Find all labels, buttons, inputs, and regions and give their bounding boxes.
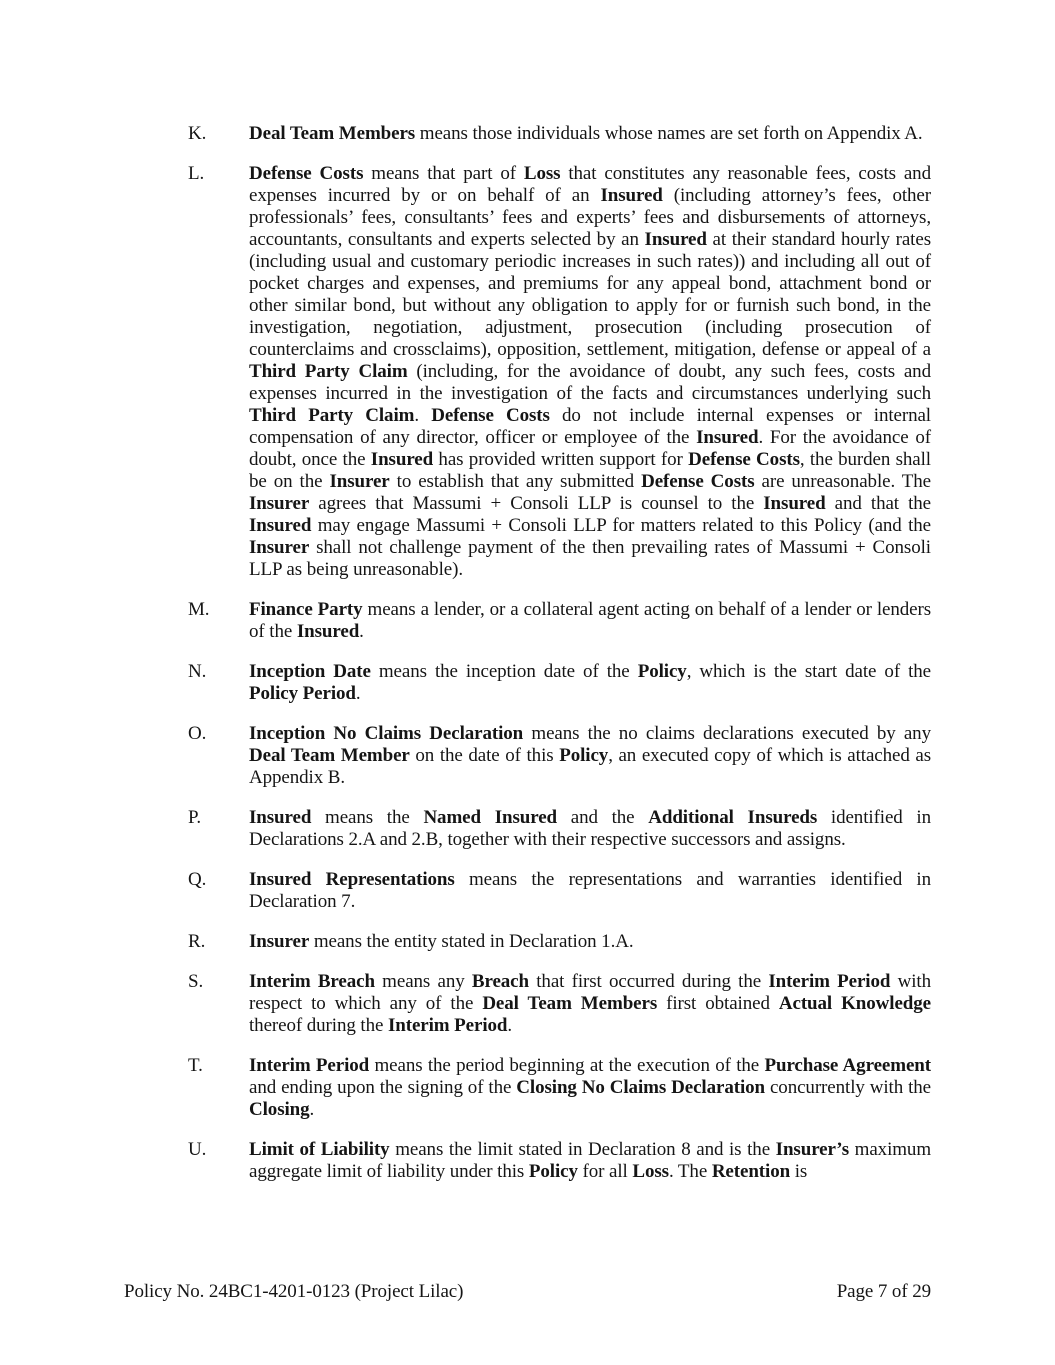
definition-text-segment: . xyxy=(355,683,361,704)
definition-item xyxy=(124,599,931,643)
defined-term: Policy xyxy=(528,1161,578,1182)
definition-text-segment: at their standard hourly rates (including usual and customary periodic increases in such rates)) and including all out of pocket charges and expenses, and premiums for any appeal bond, attachment bond or other similar bond, but without any obligation to apply for or furnish such bond, in the investigation, negotiation, adjustment, prosecution (including prosecution of counterclaims and crossclaims), opposition, settlement, mitigation, defense or appeal of a xyxy=(249,229,931,360)
definition-text-segment: thereof during the xyxy=(249,1015,388,1036)
footer-policy-number: Policy No. 24BC1-4201-0123 (Project Lilac) xyxy=(124,1281,464,1302)
definition-text-segment: . xyxy=(414,405,432,426)
definition-text-segment: . xyxy=(309,1099,315,1120)
defined-term: Closing xyxy=(249,1099,310,1120)
definition-text-segment: means the limit stated in Declaration 8 and is the xyxy=(389,1139,776,1160)
definition-text-segment: . xyxy=(359,621,364,642)
definition-text xyxy=(249,1055,931,1121)
defined-term: Insurer’s xyxy=(775,1139,850,1160)
defined-term: Inception Date xyxy=(249,661,371,682)
definition-item xyxy=(124,807,931,851)
defined-term: Retention xyxy=(711,1161,791,1182)
definition-letter: M. xyxy=(188,599,210,620)
definition-item xyxy=(124,971,931,1037)
definition-text-segment: are unreasonable. The xyxy=(754,471,931,492)
definition-text xyxy=(249,869,931,913)
defined-term: Defense Costs xyxy=(641,471,755,492)
definition-item xyxy=(124,661,931,705)
definition-text-segment: shall not challenge payment of the then prevailing rates of Massumi + Consoli LLP as being unreasonable). xyxy=(249,537,931,580)
definition-text xyxy=(249,123,931,145)
defined-term: Insured xyxy=(763,493,826,514)
defined-term: Insured xyxy=(370,449,434,470)
definition-text-segment: concurrently with the xyxy=(765,1077,931,1098)
definition-item xyxy=(124,163,931,581)
definition-text-segment: and ending upon the signing of the xyxy=(249,1077,517,1098)
definition-letter: S. xyxy=(188,971,204,992)
page-footer xyxy=(124,1281,931,1303)
defined-term: Interim Period xyxy=(387,1015,508,1036)
defined-term: Breach xyxy=(471,971,529,992)
definition-text-segment: first obtained xyxy=(657,993,779,1014)
definition-item xyxy=(124,1055,931,1121)
definition-text-segment: on the date of this xyxy=(409,745,560,766)
defined-term: Interim Period xyxy=(249,1055,370,1076)
definition-item xyxy=(124,723,931,789)
defined-term: Insured xyxy=(296,621,360,642)
definition-text-segment: means the representations and warranties identified in Declaration 7. xyxy=(249,869,931,912)
definition-text xyxy=(249,661,931,705)
definition-item xyxy=(124,1139,931,1183)
definition-text-segment: . For the avoidance of doubt, once the xyxy=(249,427,931,470)
defined-term: Third Party Claim xyxy=(249,405,415,426)
definition-text-segment: to establish that any submitted xyxy=(389,471,642,492)
definition-text-segment: means any xyxy=(374,971,472,992)
definition-letter: L. xyxy=(188,163,205,184)
defined-term: Policy xyxy=(637,661,687,682)
defined-term: Inception No Claims Declaration xyxy=(249,723,524,744)
definition-item xyxy=(124,869,931,913)
definition-text-segment: with respect to which any of the xyxy=(249,971,931,1014)
definition-text-segment: and the xyxy=(557,807,649,828)
definition-letter: R. xyxy=(188,931,206,952)
defined-term: Third Party Claim xyxy=(249,361,408,382)
definition-text-segment: agrees that Massumi + Consoli LLP is counsel to the xyxy=(309,493,764,514)
defined-term: Loss xyxy=(632,1161,669,1182)
definition-letter: Q. xyxy=(188,869,207,890)
defined-term: Insurer xyxy=(329,471,390,492)
defined-term: Policy xyxy=(559,745,609,766)
defined-term: Insurer xyxy=(249,537,310,558)
definition-text-segment: means a lender, or a collateral agent acting on behalf of a lender or lenders of the xyxy=(249,599,931,642)
definition-text-segment: that constitutes any reasonable fees, costs and expenses incurred by or on behalf of an xyxy=(249,163,931,206)
definition-text-segment: , the burden shall be on the xyxy=(249,449,931,492)
defined-term: Loss xyxy=(523,163,561,184)
defined-term: Insured Representations xyxy=(249,869,455,890)
definition-text xyxy=(249,163,931,581)
defined-term: Actual Knowledge xyxy=(778,993,931,1014)
definition-text-segment: has provided written support for xyxy=(433,449,689,470)
definition-text-segment: for all xyxy=(577,1161,633,1182)
definition-text-segment: that first occurred during the xyxy=(528,971,769,992)
definition-letter: P. xyxy=(188,807,202,828)
definition-letter: O. xyxy=(188,723,207,744)
definition-letter: T. xyxy=(188,1055,203,1076)
defined-term: Closing No Claims Declaration xyxy=(516,1077,765,1098)
definition-text-segment: identified in Declarations 2.A and 2.B, together with their respective successors and assigns. xyxy=(249,807,932,850)
defined-term: Deal Team Members xyxy=(482,993,658,1014)
defined-term: Insured xyxy=(644,229,707,250)
definition-text-segment: means that part of xyxy=(363,163,524,184)
definition-text-segment: (including attorney’s fees, other professionals’ fees, consultants’ fees and experts’ fees and disbursements of attorneys, accountants, consultants and experts selected by an xyxy=(249,185,931,250)
definition-text xyxy=(249,931,931,953)
defined-term: Insured xyxy=(249,807,312,828)
defined-term: Deal Team Member xyxy=(249,745,410,766)
defined-term: Finance Party xyxy=(249,599,363,620)
definition-item xyxy=(124,123,931,145)
defined-term: Defense Costs xyxy=(688,449,800,470)
defined-term: Insured xyxy=(696,427,759,448)
defined-term: Insured xyxy=(600,185,663,206)
definition-text xyxy=(249,723,931,789)
definition-letter: K. xyxy=(188,123,207,144)
defined-term: Interim Breach xyxy=(249,971,375,992)
definition-text xyxy=(249,807,931,851)
defined-term: Defense Costs xyxy=(249,163,364,184)
definition-text-segment: means the inception date of the xyxy=(370,661,638,682)
definition-text xyxy=(249,599,931,643)
definition-text-segment: . The xyxy=(668,1161,712,1182)
defined-term: Insured xyxy=(249,515,312,536)
definition-text-segment: means the xyxy=(311,807,424,828)
defined-term: Additional Insureds xyxy=(648,807,818,828)
definition-letter: U. xyxy=(188,1139,207,1160)
footer-page-number: Page 7 of 29 xyxy=(836,1281,931,1302)
definition-text-segment: . xyxy=(507,1015,513,1036)
definition-text-segment: maximum aggregate limit of liability under this xyxy=(249,1139,932,1182)
definition-text xyxy=(249,1139,931,1183)
defined-term: Insurer xyxy=(249,493,310,514)
definition-text-segment: , which is the start date of the xyxy=(686,661,932,682)
defined-term: Interim Period xyxy=(768,971,891,992)
defined-term: Deal Team Members xyxy=(249,123,416,144)
defined-term: Named Insured xyxy=(423,807,558,828)
definition-text-segment: (including, for the avoidance of doubt, any such fees, costs and expenses incurred in the investigation of the facts and circumstances underlying such xyxy=(249,361,931,404)
defined-term: Purchase Agreement xyxy=(764,1055,931,1076)
definitions-list xyxy=(124,123,931,1183)
defined-term: Insurer xyxy=(249,931,310,952)
definition-text-segment: may engage Massumi + Consoli LLP for matters related to this Policy (and the xyxy=(311,515,931,536)
definition-text-segment: means those individuals whose names are set forth on Appendix A. xyxy=(415,123,923,144)
definition-item xyxy=(124,931,931,953)
definition-text xyxy=(249,971,931,1037)
defined-term: Defense Costs xyxy=(431,405,550,426)
definition-text-segment: means the period beginning at the execution of the xyxy=(369,1055,765,1076)
definition-letter: N. xyxy=(188,661,207,682)
definition-text-segment: is xyxy=(790,1161,808,1182)
definitions-section xyxy=(124,123,931,1201)
definition-text-segment: , an executed copy of which is attached as Appendix B. xyxy=(249,745,931,788)
definition-text-segment: do not include internal expenses or internal compensation of any director, officer or employee of the xyxy=(249,405,931,448)
definition-text-segment: means the entity stated in Declaration 1.A. xyxy=(309,931,634,952)
defined-term: Limit of Liability xyxy=(249,1139,390,1160)
definition-text-segment: and that the xyxy=(825,493,931,514)
definition-text-segment: means the no claims declarations executed by any xyxy=(523,723,931,744)
defined-term: Policy Period xyxy=(249,683,356,704)
